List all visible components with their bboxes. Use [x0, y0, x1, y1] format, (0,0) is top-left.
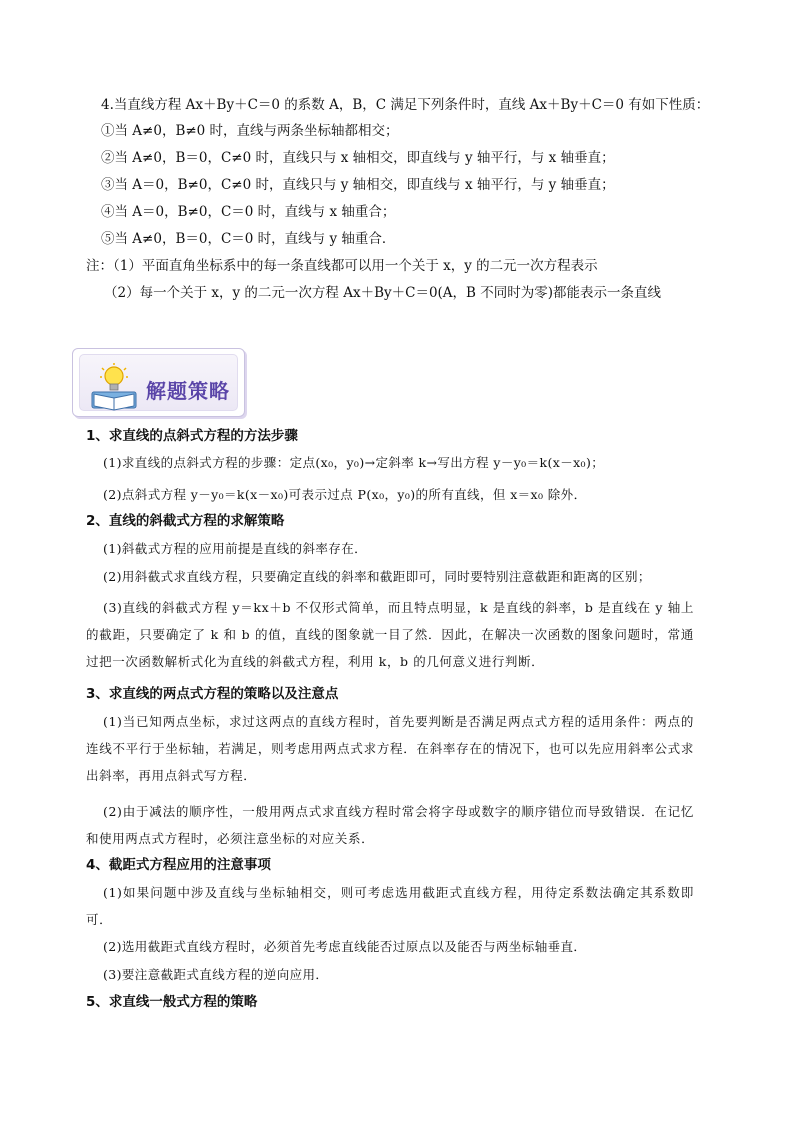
strategy-banner: [72, 348, 245, 417]
section-3-heading: 3、求直线的两点式方程的策略以及注意点: [86, 686, 339, 702]
condition-1: ①当 A≠0，B≠0 时，直线与两条坐标轴都相交；: [101, 123, 399, 139]
banner-background: [79, 354, 238, 411]
section-2-p2: (2)用斜截式求直线方程，只要确定直线的斜率和截距即可，同时要特别注意截距和距离的区别；: [103, 569, 651, 584]
banner-title: 解题策略: [146, 379, 230, 403]
section-4-heading: 4、截距式方程应用的注意事项: [86, 857, 271, 873]
condition-4: ④当 A＝0，B≠0，C＝0 时，直线与 x 轴重合；: [101, 204, 396, 220]
section-2-heading: 2、直线的斜截式方程的求解策略: [86, 513, 285, 529]
section-5-heading: 5、求直线一般式方程的策略: [86, 994, 258, 1010]
section-4-p2: (2)选用截距式直线方程时，必须首先考虑直线能否过原点以及能否与两坐标轴垂直．: [103, 939, 587, 954]
condition-3: ③当 A＝0，B≠0，C≠0 时，直线只与 y 轴相交，即直线与 x 轴平行，与 y 轴垂直；: [101, 177, 615, 193]
condition-2: ②当 A≠0，B＝0，C≠0 时，直线只与 x 轴相交，即直线与 y 轴平行，与 x 轴垂直；: [101, 150, 615, 166]
section-3-p1: (1)当已知两点坐标，求过这两点的直线方程时，首先要判断是否满足两点式方程的适用条件：两点的连线不平行于坐标轴，若满足，则考虑用两点式求方程．在斜率存在的情况下，也可以先应用斜率公式求出斜率，再用点斜式写方程．: [86, 714, 694, 783]
lightbulb-book-icon: [90, 362, 138, 412]
section-2-p1: (1)斜截式方程的应用前提是直线的斜率存在．: [103, 541, 368, 556]
section-2-p3: (3)直线的斜截式方程 y＝kx＋b 不仅形式简单，而且特点明显，k 是直线的斜率，b 是直线在 y 轴上的截距，只要确定了 k 和 b 的值，直线的图象就一目了然．因此，在解决一次函数的图象问题时，常通过把一次函数解析式化为直线的斜截式方程，利用 k，b 的几何意义进行判断．: [86, 600, 694, 669]
section-1-heading: 1、求直线的点斜式方程的方法步骤: [86, 428, 298, 444]
section-3-p2: (2)由于减法的顺序性，一般用两点式求直线方程时常会将字母或数字的顺序错位而导致错误．在记忆和使用两点式方程时，必须注意坐标的对应关系．: [86, 804, 694, 846]
section-1-p1: (1)求直线的点斜式方程的步骤：定点(x₀，y₀)→定斜率 k→写出方程 y－y₀＝k(x－x₀)；: [103, 455, 605, 470]
section-4-p3: (3)要注意截距式直线方程的逆向应用．: [103, 967, 329, 982]
note-1: 注：（1）平面直角坐标系中的每一条直线都可以用一个关于 x，y 的二元一次方程表示: [86, 258, 598, 274]
section-4-p1: (1)如果问题中涉及直线与坐标轴相交，则可考虑选用截距式直线方程，用待定系数法确定其系数即可．: [86, 885, 694, 927]
section-1-p2: (2)点斜式方程 y－y₀＝k(x－x₀)可表示过点 P(x₀，y₀)的所有直线，但 x＝x₀ 除外．: [103, 487, 587, 502]
condition-5: ⑤当 A≠0，B＝0，C＝0 时，直线与 y 轴重合．: [101, 231, 396, 247]
property-intro-line: 4.当直线方程 Ax＋By＋C＝0 的系数 A，B，C 满足下列条件时，直线 Ax＋By＋C＝0 有如下性质：: [101, 97, 710, 113]
note-2: （2）每一个关于 x，y 的二元一次方程 Ax＋By＋C＝0(A，B 不同时为零)都能表示一条直线: [104, 285, 662, 301]
